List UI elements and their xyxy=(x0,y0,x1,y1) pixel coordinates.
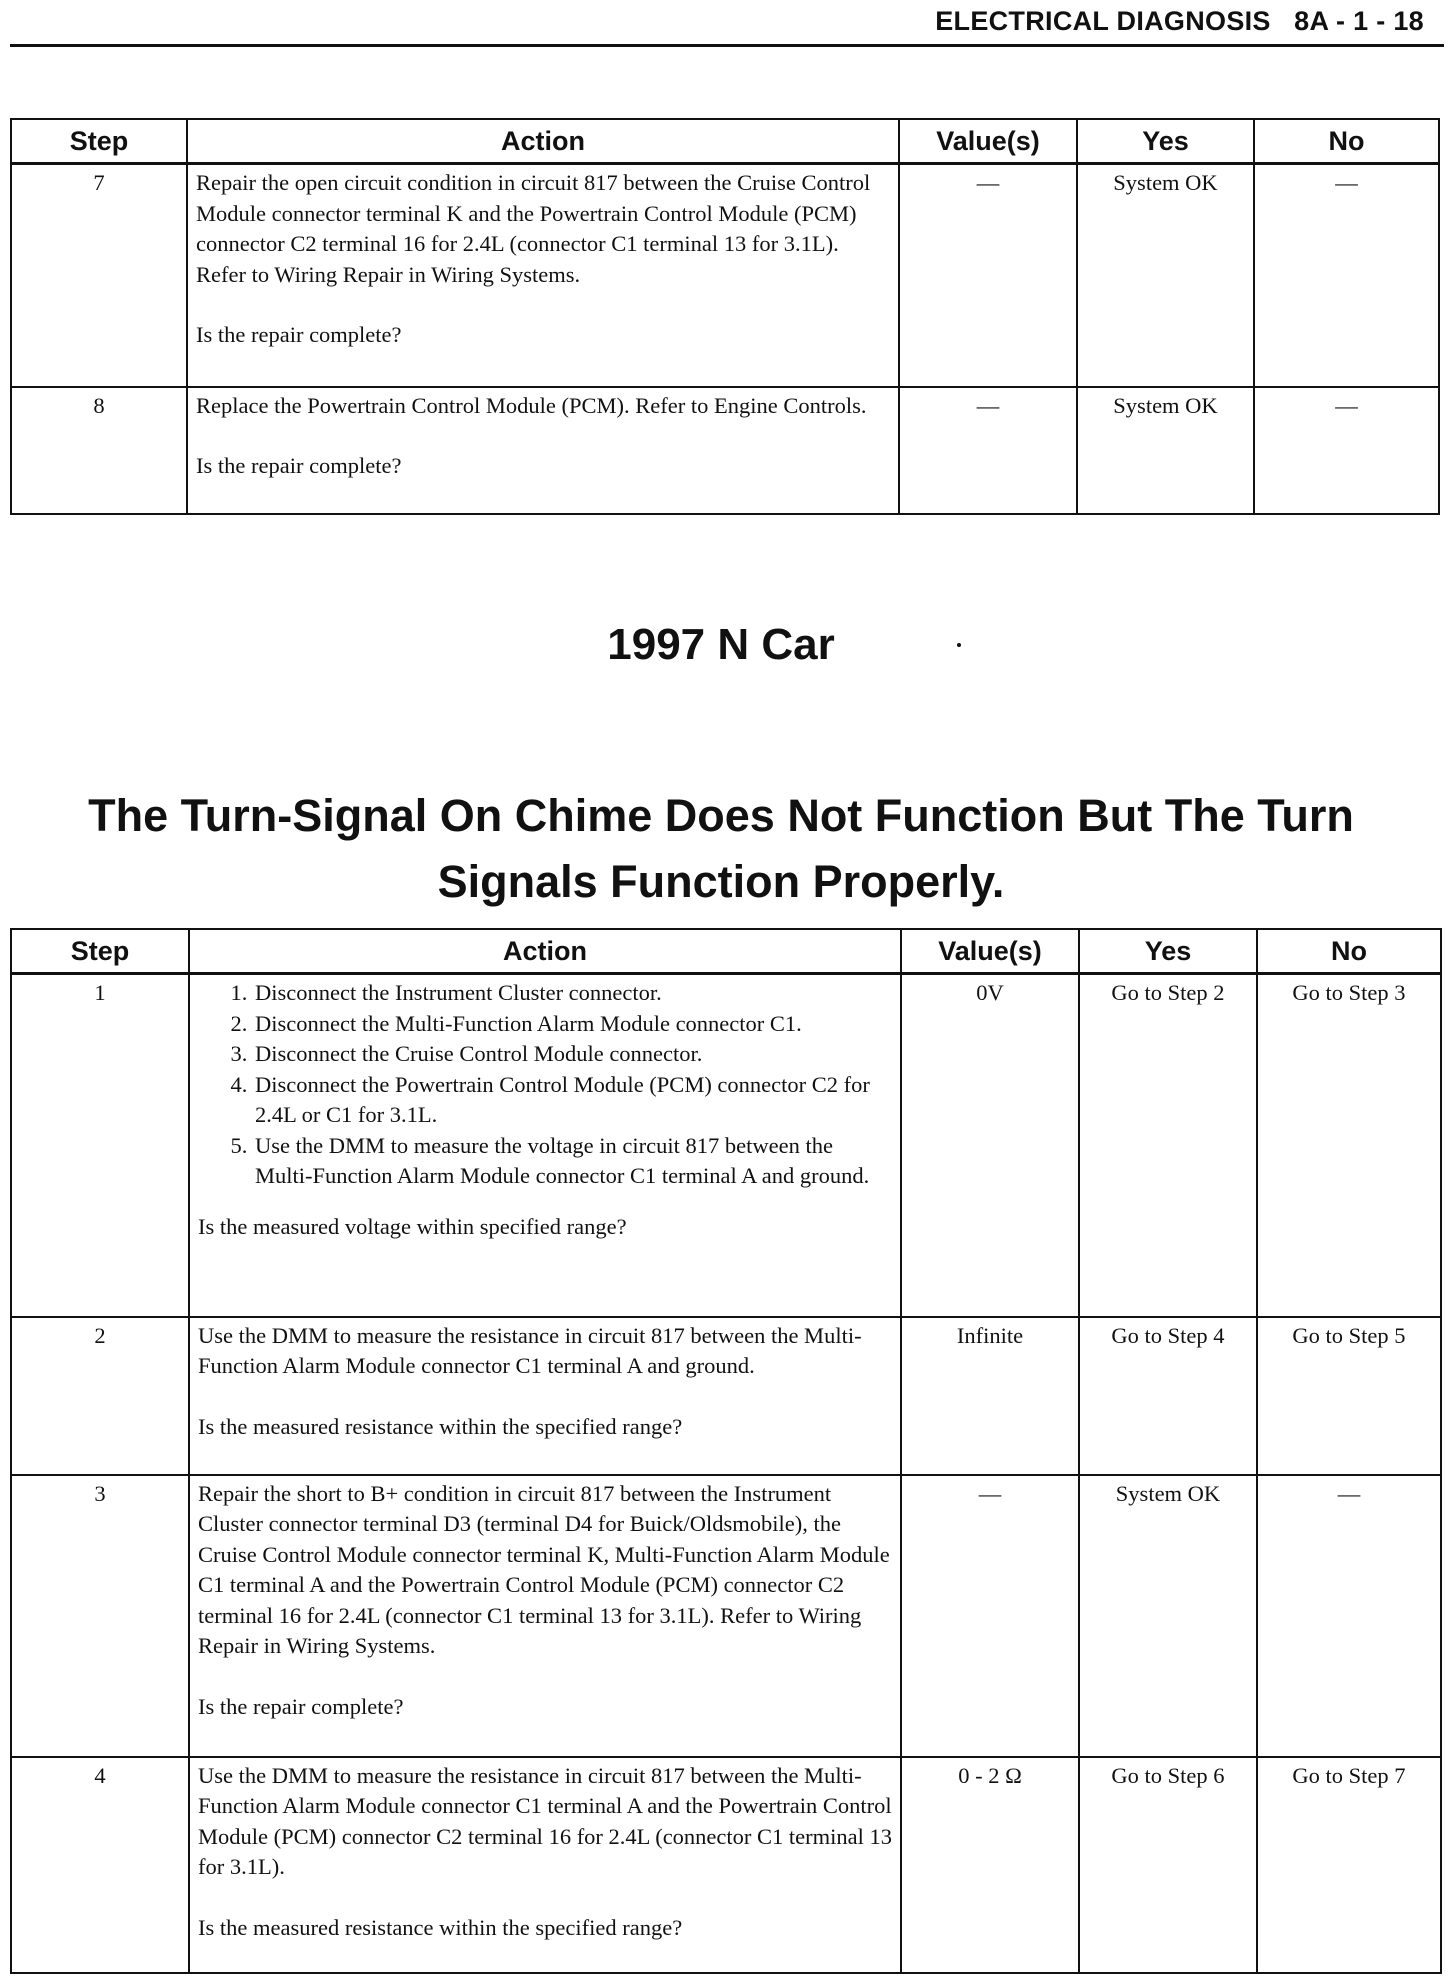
action-cell xyxy=(189,1317,901,1475)
action-text: Use the DMM to measure the resistance in circuit 817 between the Multi-Function Alarm Module connector C1 terminal A and the Powertrain Control Module (PCM) connector C2 terminal 16 for 2.4L (connector C1 terminal 13 for 3.1L). xyxy=(198,1762,893,1879)
page-header xyxy=(0,0,1442,50)
diagnostic-table xyxy=(10,928,1442,1974)
value-cell: — xyxy=(899,387,1077,514)
section-title-line-1: The Turn-Signal On Chime Does Not Function But The Turn xyxy=(88,790,1354,841)
table-header-row xyxy=(11,119,1439,164)
procedure-list xyxy=(198,978,892,1192)
no-cell: Go to Step 3 xyxy=(1257,974,1441,1317)
yes-cell: Go to Step 2 xyxy=(1079,974,1257,1317)
list-item: 4. Disconnect the Powertrain Control Module (PCM) connector C2 for 2.4L or C1 for 3.1L. xyxy=(253,1070,892,1131)
table-row xyxy=(11,1317,1441,1475)
list-item: 1. Disconnect the Instrument Cluster connector. xyxy=(253,978,892,1009)
table-row xyxy=(11,1757,1441,1973)
action-text: Replace the Powertrain Control Module (PCM). Refer to Engine Controls. xyxy=(196,392,867,418)
col-step: Step xyxy=(11,929,189,974)
question-text: Is the repair complete? xyxy=(196,322,402,347)
col-no: No xyxy=(1254,119,1439,164)
stray-dot xyxy=(957,643,961,647)
value-cell: 0 - 2 Ω xyxy=(901,1757,1079,1973)
step-number: 2 xyxy=(11,1317,189,1475)
action-cell xyxy=(187,387,899,514)
col-values: Value(s) xyxy=(899,119,1077,164)
col-values: Value(s) xyxy=(901,929,1079,974)
question-text: Is the measured resistance within the specified range? xyxy=(198,1413,683,1439)
table-row xyxy=(11,1475,1441,1757)
no-cell: — xyxy=(1257,1475,1441,1757)
question-text: Is the repair complete? xyxy=(196,453,402,478)
question-text: Is the repair complete? xyxy=(198,1693,404,1719)
no-cell: Go to Step 7 xyxy=(1257,1757,1441,1973)
action-text: Repair the short to B+ condition in circuit 817 between the Instrument Cluster connector terminal D3 (terminal D4 for Buick/Oldsmobile), the Cruise Control Module connector terminal K, Multi-Function Alarm Module C1 terminal A and the Powertrain Control Module (PCM) connector C2 terminal 16 for 2.4L (connector C1 terminal 13 for 3.1L). Refer to Wiring Repair in Wiring Systems. xyxy=(198,1480,890,1658)
action-cell xyxy=(189,1757,901,1973)
list-item: 3. Disconnect the Cruise Control Module connector. xyxy=(253,1039,892,1070)
diagnostic-table-continued xyxy=(10,118,1440,515)
value-cell: — xyxy=(899,164,1077,387)
action-cell xyxy=(187,164,899,387)
step-number: 3 xyxy=(11,1475,189,1757)
col-no: No xyxy=(1257,929,1441,974)
model-title: 1997 N Car xyxy=(607,620,835,669)
table-row xyxy=(11,974,1441,1317)
list-item: 2. Disconnect the Multi-Function Alarm Module connector C1. xyxy=(253,1009,892,1040)
action-cell xyxy=(189,974,901,1317)
action-text: Repair the open circuit condition in circuit 817 between the Cruise Control Module connector terminal K and the Powertrain Control Module (PCM) connector C2 terminal 16 for 2.4L (connector C1 terminal 13 for 3.1L). Refer to Wiring Repair in Wiring Systems. xyxy=(196,170,871,287)
table-row xyxy=(11,164,1439,387)
step-number: 1 xyxy=(11,974,189,1317)
value-cell: Infinite xyxy=(901,1317,1079,1475)
action-text: Use the DMM to measure the resistance in circuit 817 between the Multi-Function Alarm Module connector C1 terminal A and ground. xyxy=(198,1322,862,1378)
question-text: Is the measured voltage within specified range? xyxy=(198,1213,627,1239)
no-cell: — xyxy=(1254,164,1439,387)
no-cell: Go to Step 5 xyxy=(1257,1317,1441,1475)
step-number: 4 xyxy=(11,1757,189,1973)
value-cell: — xyxy=(901,1475,1079,1757)
table-row xyxy=(11,387,1439,514)
yes-cell: Go to Step 4 xyxy=(1079,1317,1257,1475)
section-title-line-2: Signals Function Properly. xyxy=(437,856,1005,907)
no-cell: — xyxy=(1254,387,1439,514)
step-number: 7 xyxy=(11,164,187,387)
yes-cell: Go to Step 6 xyxy=(1079,1757,1257,1973)
list-item: 5. Use the DMM to measure the voltage in circuit 817 between the Multi-Function Alarm Module connector C1 terminal A and ground. xyxy=(253,1131,892,1192)
section-page-number: ELECTRICAL DIAGNOSIS 8A - 1 - 18 xyxy=(935,6,1424,36)
yes-cell: System OK xyxy=(1077,164,1254,387)
value-cell: 0V xyxy=(901,974,1079,1317)
yes-cell: System OK xyxy=(1077,387,1254,514)
col-yes: Yes xyxy=(1079,929,1257,974)
table-header-row xyxy=(11,929,1441,974)
step-number: 8 xyxy=(11,387,187,514)
col-action: Action xyxy=(187,119,899,164)
col-step: Step xyxy=(11,119,187,164)
yes-cell: System OK xyxy=(1079,1475,1257,1757)
header-rule xyxy=(10,44,1444,47)
question-text: Is the measured resistance within the specified range? xyxy=(198,1914,683,1940)
col-action: Action xyxy=(189,929,901,974)
col-yes: Yes xyxy=(1077,119,1254,164)
action-cell xyxy=(189,1475,901,1757)
